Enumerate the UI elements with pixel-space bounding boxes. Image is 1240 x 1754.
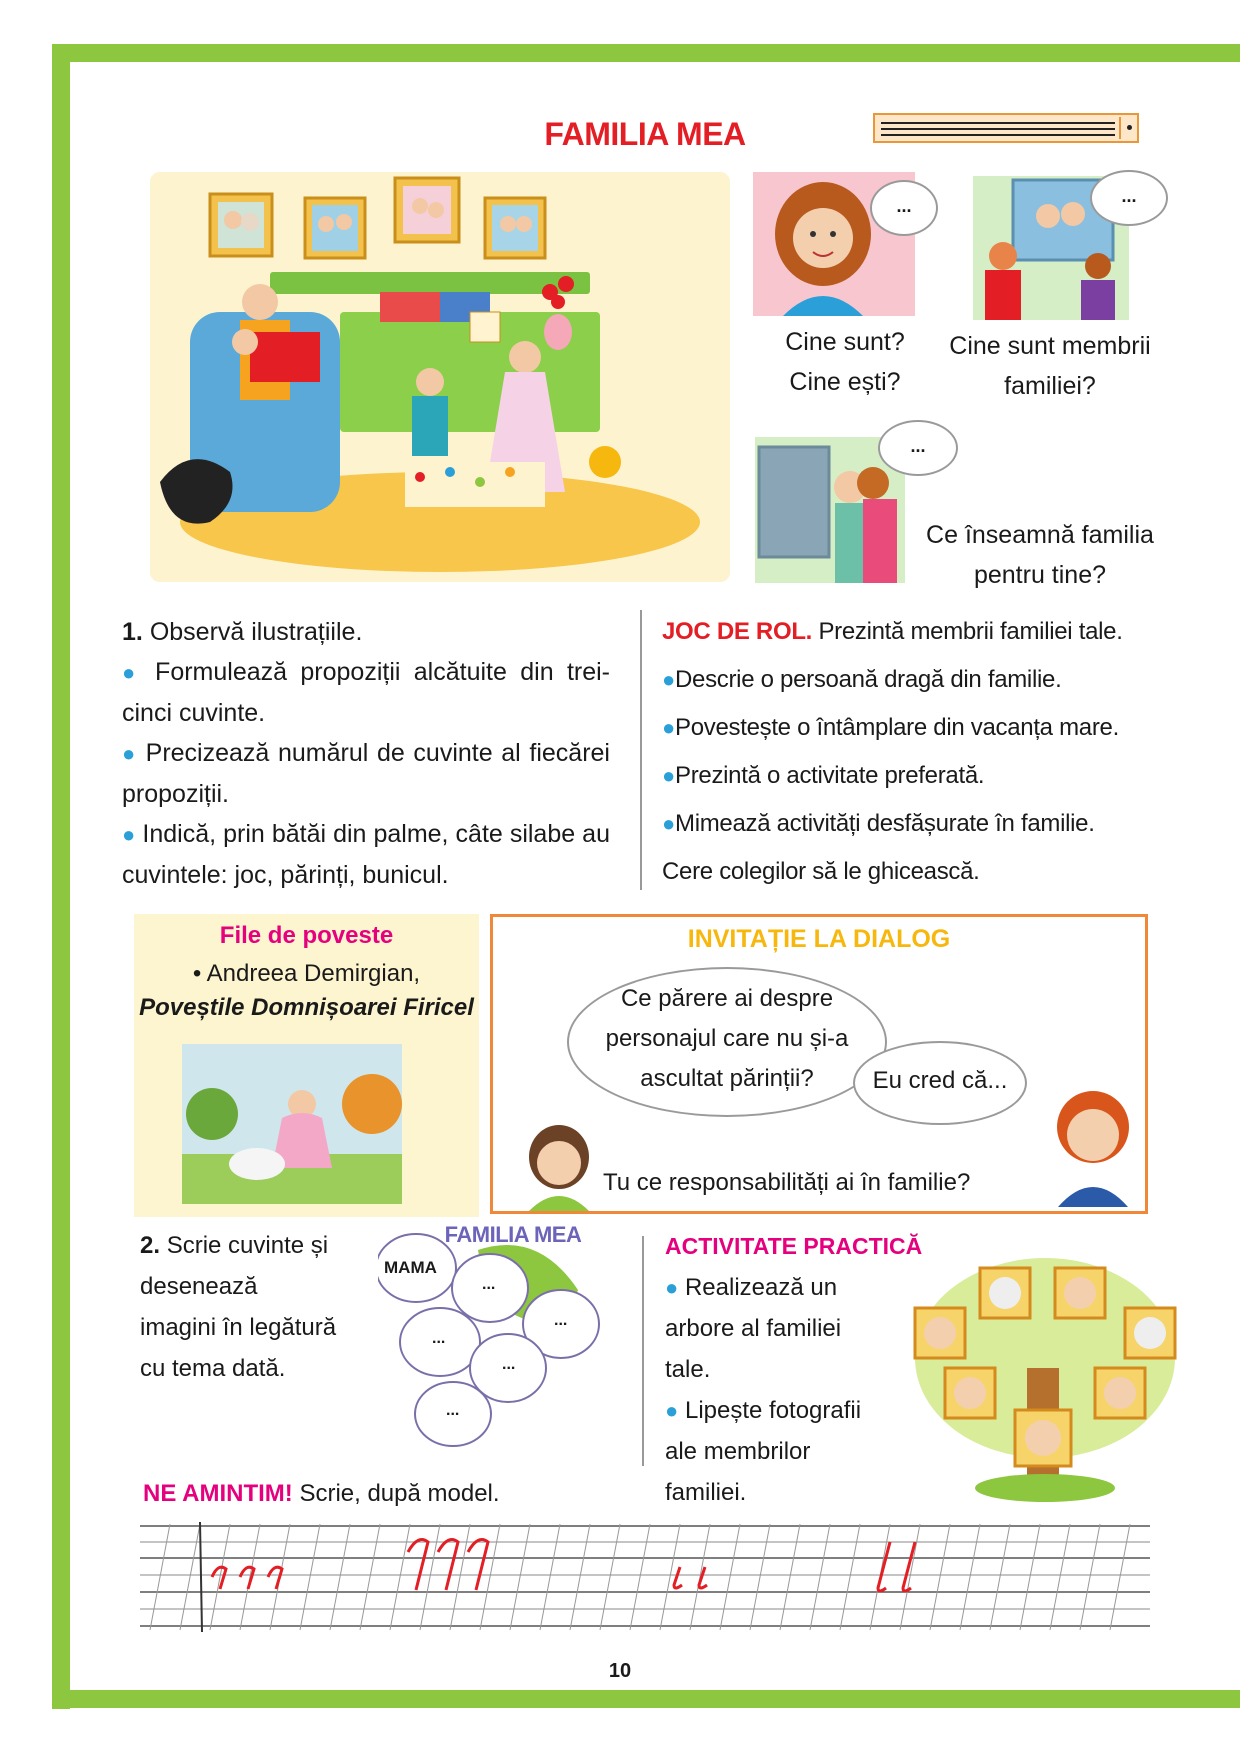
column-divider	[642, 1236, 644, 1466]
role-play-section	[662, 612, 1202, 892]
thought-cloud	[853, 1041, 1027, 1125]
bullet-icon: ●	[665, 1275, 679, 1300]
handwriting-practice-lines	[140, 1522, 1150, 1632]
diagram-blank: ...	[482, 1276, 496, 1293]
role-play-bullet: Descrie o persoană dragă din familie.	[675, 666, 1062, 693]
page-title: FAMILIA MEA	[544, 116, 746, 152]
diagram-blank: ...	[446, 1402, 460, 1419]
story-book-title: Poveștile Domnișoarei Firicel	[139, 994, 474, 1021]
page-number: 10	[608, 1660, 632, 1682]
dialog-question: Tu ce responsabilități ai în familie?	[603, 1169, 971, 1196]
practical-text: Lipește fotografii	[684, 1397, 862, 1424]
story-files-title: File de poveste	[219, 922, 394, 949]
speech-bubble: ...	[878, 420, 958, 476]
bullet-icon: ●	[122, 741, 137, 766]
remember-label: NE AMINTIM!	[143, 1480, 293, 1507]
family-living-room-illustration	[150, 172, 730, 582]
exercise-text: Scrie cuvinte și	[166, 1232, 329, 1259]
column-divider	[640, 610, 642, 890]
exercise-number: 2.	[140, 1232, 161, 1259]
question-family-meaning: Ce înseamnă familia pentru tine?	[926, 521, 1154, 589]
role-play-bullet: Povestește o întâmplare din vacanța mare.	[675, 714, 1119, 741]
diagram-blank: ...	[502, 1356, 516, 1373]
page-frame-bottom	[52, 1690, 1240, 1708]
remember-section	[143, 1474, 623, 1514]
diagram-blank: ...	[554, 1312, 568, 1329]
remember-text: Scrie, după model.	[299, 1480, 500, 1507]
role-play-intro: Prezintă membrii familiei tale.	[818, 618, 1123, 645]
cloud-line: ascultat părinții?	[640, 1065, 814, 1092]
exercise-text: desenează	[140, 1273, 258, 1300]
practical-text: ale membrilor	[665, 1438, 811, 1465]
practical-text: tale.	[665, 1356, 711, 1383]
writing-ruler-icon	[873, 113, 1139, 143]
story-files-box	[134, 914, 479, 1217]
bullet-icon: ●	[122, 660, 142, 685]
instruction-text: Formulează propoziții alcătuite din trei-cinci cuvinte.	[122, 658, 610, 727]
role-play-bullet: Mimează activități desfășurate în familie.	[675, 810, 1095, 837]
family-tree-illustration	[905, 1248, 1190, 1506]
exercise-1	[122, 612, 610, 895]
bullet-icon: ●	[662, 715, 675, 740]
instruction-text: Indică, prin bătăi din palme, câte silabe au cuvintele: joc, părinți, bunicul.	[122, 820, 610, 889]
role-play-bullet: Prezintă o activitate preferată.	[675, 762, 985, 789]
cloud-line: personajul care nu și-a	[605, 1025, 849, 1052]
book-cover-illustration	[182, 1044, 402, 1204]
practical-text: Realizează un	[684, 1274, 838, 1301]
bullet-icon: ●	[662, 667, 675, 692]
practical-text: familiei.	[665, 1479, 747, 1506]
practical-label: ACTIVITATE PRACTICĂ	[665, 1233, 923, 1259]
bullet-icon: ●	[122, 822, 136, 847]
practical-activity	[665, 1226, 925, 1513]
instruction-text: Precizează numărul de cuvinte al fiecărei propoziții.	[122, 739, 610, 808]
bullet-icon: ●	[665, 1398, 679, 1423]
question-family-members: Cine sunt membrii familiei?	[949, 332, 1151, 400]
cloud-line: Ce părere ai despre	[620, 985, 834, 1012]
bullet-icon: ●	[662, 763, 675, 788]
boy-avatar	[1048, 1077, 1138, 1207]
question-who-am-i: Cine sunt? Cine ești?	[785, 328, 905, 396]
role-play-outro: Cere colegilor să le ghicească.	[662, 858, 980, 885]
story-author: • Andreea Demirgian,	[192, 960, 421, 987]
dialog-title: INVITAȚIE LA DIALOG	[687, 925, 951, 953]
cloud-line: Eu cred că...	[872, 1067, 1008, 1094]
page-frame-top	[52, 44, 1240, 62]
diagram-word-mama: MAMA	[384, 1258, 437, 1277]
thought-cloud	[567, 967, 887, 1117]
exercise-text: imagini în legătură	[140, 1314, 337, 1341]
diagram-title: FAMILIA MEA	[444, 1222, 582, 1247]
exercise-intro: Observă ilustrațiile.	[149, 618, 363, 646]
speech-bubble: ...	[870, 180, 938, 236]
girl-avatar	[519, 1117, 599, 1211]
diagram-blank: ...	[432, 1330, 446, 1347]
exercise-number: 1.	[122, 618, 143, 646]
exercise-2	[140, 1225, 370, 1389]
family-word-diagram	[378, 1222, 608, 1450]
speech-bubble: ...	[1090, 170, 1168, 226]
role-play-label: JOC DE ROL.	[662, 618, 813, 645]
practical-text: arbore al familiei	[665, 1315, 842, 1342]
bullet-icon: ●	[662, 811, 675, 836]
page-frame-left	[52, 44, 70, 1709]
exercise-text: cu tema dată.	[140, 1355, 286, 1382]
dialog-box	[490, 914, 1148, 1214]
